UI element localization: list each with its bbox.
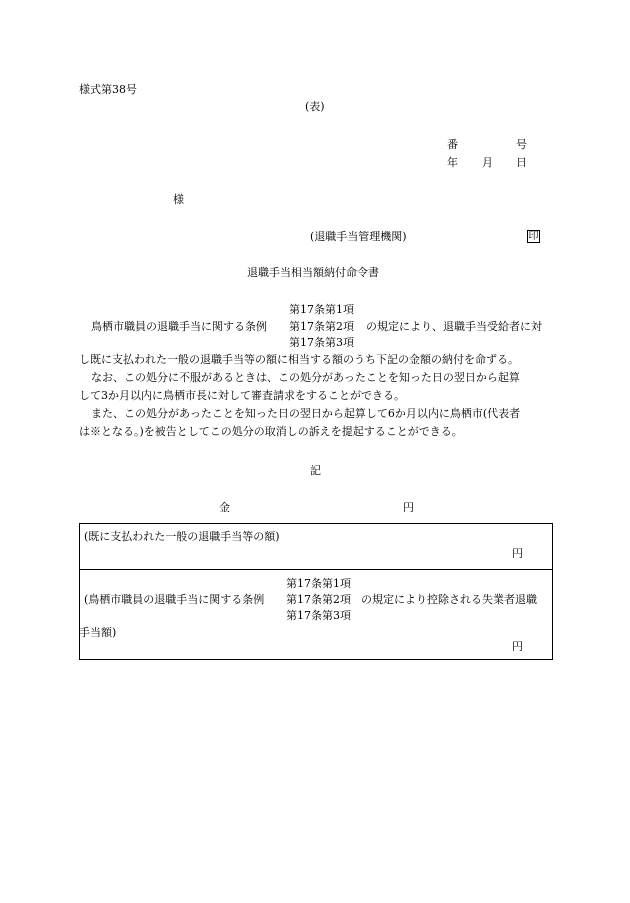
table-row1-label: (既に支払われた一般の退職手当等の額)	[84, 530, 280, 543]
body-para2-line1: なお、この処分に不服があるときは、この処分があったことを知った日の翌日から起算	[91, 371, 520, 384]
date-year: 年	[447, 156, 458, 169]
table-row-divider	[79, 569, 553, 570]
clause-option-1: 第17条第1項	[289, 303, 354, 316]
side-label: (表)	[305, 100, 325, 113]
clause-option-2: 第17条第2項	[289, 320, 354, 333]
table-row2-clause-1: 第17条第1項	[286, 577, 351, 590]
table-row2-unit: 円	[512, 640, 523, 653]
amount-yen: 円	[403, 501, 414, 514]
table-row2-suffix: の規定により控除される失業者退職	[361, 593, 537, 606]
addressee-suffix: 様	[173, 193, 184, 206]
ki-label: 記	[310, 464, 321, 477]
deduction-table	[79, 523, 553, 660]
form-number: 様式第38号	[79, 83, 137, 96]
body-para3-line2: は※となる。)を被告としてこの処分の取消しの訴えを提起することができる。	[79, 425, 463, 438]
table-row1-unit: 円	[512, 547, 523, 560]
number-go: 号	[516, 138, 527, 151]
body-para2-line2: して3か月以内に鳥栖市長に対して審査請求をすることができる。	[79, 389, 405, 402]
date-day: 日	[516, 156, 527, 169]
body-line1-prefix: 鳥栖市職員の退職手当に関する条例	[91, 320, 267, 333]
seal-mark: 印	[528, 230, 539, 242]
table-row2-clause-3: 第17条第3項	[286, 609, 351, 622]
number-ban: 番	[447, 138, 458, 151]
body-line1-suffix: の規定により、退職手当受給者に対	[366, 320, 542, 333]
table-row2-prefix: (鳥栖市職員の退職手当に関する条例	[84, 593, 265, 606]
issuer-label: (退職手当管理機関)	[310, 230, 407, 243]
document-title: 退職手当相当額納付命令書	[247, 266, 379, 279]
clause-option-3: 第17条第3項	[289, 336, 354, 349]
date-month: 月	[482, 156, 493, 169]
table-row2-line2: 手当額)	[79, 626, 117, 639]
table-row2-clause-2: 第17条第2項	[286, 593, 351, 606]
amount-kin: 金	[219, 501, 230, 514]
body-line2: し既に支払われた一般の退職手当等の額に相当する額のうち下記の金額の納付を命ずる。	[79, 353, 519, 366]
body-para3-line1: また、この処分があったことを知った日の翌日から起算して6か月以内に鳥栖市(代表者	[91, 407, 521, 420]
